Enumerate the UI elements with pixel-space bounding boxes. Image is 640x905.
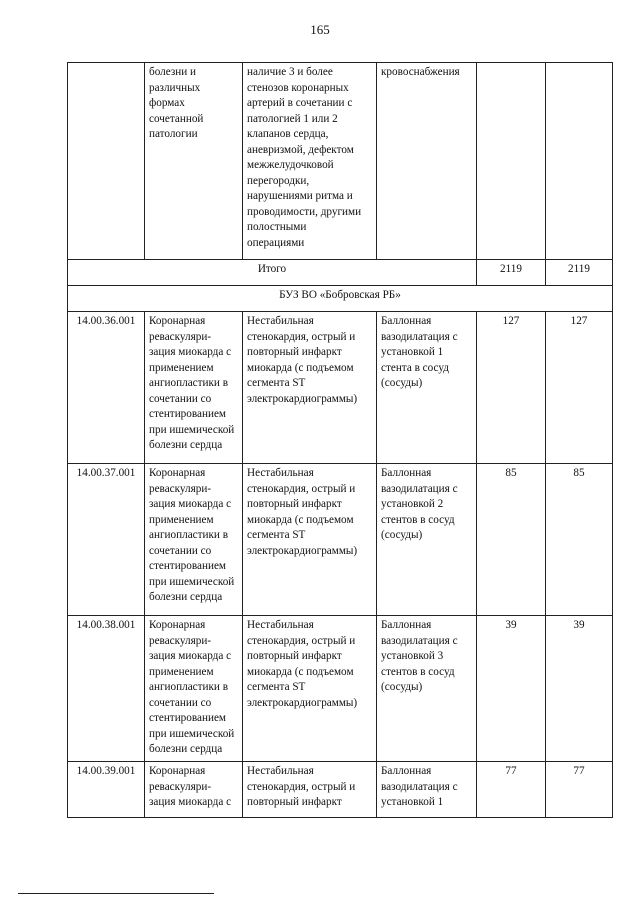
method-cell: [377, 762, 477, 818]
cell-line: миокарда (с подъемом: [247, 513, 354, 526]
cell-line: повторный инфаркт: [247, 498, 342, 510]
name-cell: [145, 464, 243, 616]
table-row: [68, 312, 613, 464]
cell-line: стенокардия, острый и: [247, 330, 356, 343]
cell-line: стенокардия, острый и: [247, 634, 356, 647]
cell-line: Нестабильная: [247, 315, 314, 327]
cell-line: патологии: [149, 128, 198, 140]
cell-line: Баллонная: [381, 619, 432, 631]
footnote-rule: [18, 893, 214, 894]
diagnosis-cell: [243, 762, 377, 818]
name-cell: [145, 762, 243, 818]
cell-line: установкой 2: [381, 498, 444, 510]
cell-line: аневризмой, дефектом: [247, 143, 354, 156]
code-cell: 14.00.37.001: [68, 464, 145, 616]
value1-cell: 85: [477, 464, 546, 616]
table-row: [68, 762, 613, 818]
cell-line: зация миокарда с: [149, 796, 232, 808]
cell-line: Коронарная: [149, 467, 206, 479]
cell-line: сегмента ST: [247, 529, 306, 541]
cell-line: Нестабильная: [247, 765, 314, 777]
cell-line: при ишемической: [149, 575, 235, 588]
cell-line: вазодилатация с: [381, 330, 458, 343]
method-cell: [377, 616, 477, 762]
cell-line: нарушениями ритма и: [247, 190, 353, 202]
value1-cell: 127: [477, 312, 546, 464]
cell-line: стента в сосуд: [381, 361, 449, 374]
cell-line: артерий в сочетании с: [247, 97, 353, 109]
cell-line: стенокардия, острый и: [247, 780, 356, 793]
cell-line: установкой 3: [381, 650, 444, 662]
method-cell: [377, 464, 477, 616]
name-cell: [145, 616, 243, 762]
cell-line: стентов в сосуд: [381, 665, 455, 678]
code-cell: 14.00.36.001: [68, 312, 145, 464]
cell-line: миокарда (с подъемом: [247, 665, 354, 678]
cell-line: болезни сердца: [149, 439, 223, 451]
cell-line: сочетании со: [149, 544, 212, 557]
cell-line: реваскуляри-: [149, 482, 212, 495]
cell-line: болезни и: [149, 66, 197, 78]
cell-line: повторный инфаркт: [247, 796, 342, 808]
cell-line: клапанов сердца,: [247, 128, 329, 140]
total-row: [68, 260, 613, 286]
cell-line: применением: [149, 665, 214, 678]
cell-line: вазодилатация с: [381, 780, 458, 793]
cell-line: миокарда (с подъемом: [247, 361, 354, 374]
cell-line: Нестабильная: [247, 467, 314, 479]
cell-line: Коронарная: [149, 765, 206, 777]
cell-line: Баллонная: [381, 467, 432, 479]
cell-line: сочетании со: [149, 392, 212, 405]
cell-line: сочетанной: [149, 112, 204, 125]
cont-method-cell: [377, 63, 477, 260]
cell-line: зация миокарда с: [149, 346, 232, 358]
cell-line: проводимости, другими: [247, 205, 362, 218]
cell-line: электрокардиограммы): [247, 544, 358, 557]
cell-line: вазодилатация с: [381, 482, 458, 495]
cell-line: наличие 3 и более: [247, 66, 333, 78]
cell-line: применением: [149, 361, 214, 374]
cell-line: межжелудочковой: [247, 159, 334, 171]
cell-line: Баллонная: [381, 765, 432, 777]
cell-line: зация миокарда с: [149, 650, 232, 662]
cell-line: Коронарная: [149, 315, 206, 327]
diagnosis-cell: [243, 312, 377, 464]
value2-cell: 127: [546, 312, 613, 464]
total-label: Итого: [68, 260, 477, 286]
cell-line: применением: [149, 513, 214, 526]
cell-line: кровоснабжения: [381, 66, 460, 78]
code-cell: 14.00.39.001: [68, 762, 145, 818]
cont-diagnosis-cell: [243, 63, 377, 260]
data-rows: [68, 312, 613, 818]
procedures-table: [67, 62, 613, 818]
cell-line: электрокардиограммы): [247, 696, 358, 709]
cell-line: ангиопластики в: [149, 681, 229, 693]
cont-v2-cell: [546, 63, 613, 260]
value2-cell: 85: [546, 464, 613, 616]
cell-line: полостными: [247, 221, 307, 233]
cell-line: различных: [149, 81, 201, 94]
cell-line: повторный инфаркт: [247, 650, 342, 662]
method-cell: [377, 312, 477, 464]
cell-line: (сосуды): [381, 529, 423, 541]
cell-line: установкой 1: [381, 796, 444, 808]
cell-line: перегородки,: [247, 174, 310, 187]
cell-line: патологией 1 или 2: [247, 112, 338, 125]
cell-line: Баллонная: [381, 315, 432, 327]
page-number: 165: [310, 22, 330, 37]
total-v1: 2119: [477, 260, 546, 286]
cell-line: Коронарная: [149, 619, 206, 631]
value1-cell: 39: [477, 616, 546, 762]
cell-line: при ишемической: [149, 727, 235, 740]
cell-line: стенокардия, острый и: [247, 482, 356, 495]
cell-line: (сосуды): [381, 377, 423, 389]
value1-cell: 77: [477, 762, 546, 818]
cell-line: сочетании со: [149, 696, 212, 709]
cell-line: операциями: [247, 236, 305, 249]
cell-line: ангиопластики в: [149, 377, 229, 389]
code-cell: 14.00.38.001: [68, 616, 145, 762]
cell-line: болезни сердца: [149, 743, 223, 755]
cell-line: сегмента ST: [247, 377, 306, 389]
cell-line: стентированием: [149, 560, 226, 572]
value2-cell: 39: [546, 616, 613, 762]
cell-line: стенозов коронарных: [247, 81, 349, 94]
section-label: БУЗ ВО «Бобровская РБ»: [68, 286, 613, 312]
cont-name-cell: [145, 63, 243, 260]
cell-line: при ишемической: [149, 423, 235, 436]
cell-line: установкой 1: [381, 346, 444, 358]
cell-line: зация миокарда с: [149, 498, 232, 510]
cell-line: сегмента ST: [247, 681, 306, 693]
cell-line: болезни сердца: [149, 591, 223, 603]
cell-line: реваскуляри-: [149, 634, 212, 647]
cell-line: реваскуляри-: [149, 330, 212, 343]
diagnosis-cell: [243, 616, 377, 762]
cont-v1-cell: [477, 63, 546, 260]
cell-line: стентов в сосуд: [381, 513, 455, 526]
total-v2: 2119: [546, 260, 613, 286]
name-cell: [145, 312, 243, 464]
cell-line: стентированием: [149, 408, 226, 420]
cell-line: реваскуляри-: [149, 780, 212, 793]
cell-line: формах: [149, 97, 185, 109]
cell-line: вазодилатация с: [381, 634, 458, 647]
cont-code-cell: [68, 63, 145, 260]
table-row: [68, 464, 613, 616]
diagnosis-cell: [243, 464, 377, 616]
cell-line: ангиопластики в: [149, 529, 229, 541]
cell-line: (сосуды): [381, 681, 423, 693]
section-row: [68, 286, 613, 312]
cell-line: Нестабильная: [247, 619, 314, 631]
cell-line: стентированием: [149, 712, 226, 724]
table-row: [68, 616, 613, 762]
value2-cell: 77: [546, 762, 613, 818]
cell-line: электрокардиограммы): [247, 392, 358, 405]
continuation-row: [68, 63, 613, 260]
cell-line: повторный инфаркт: [247, 346, 342, 358]
